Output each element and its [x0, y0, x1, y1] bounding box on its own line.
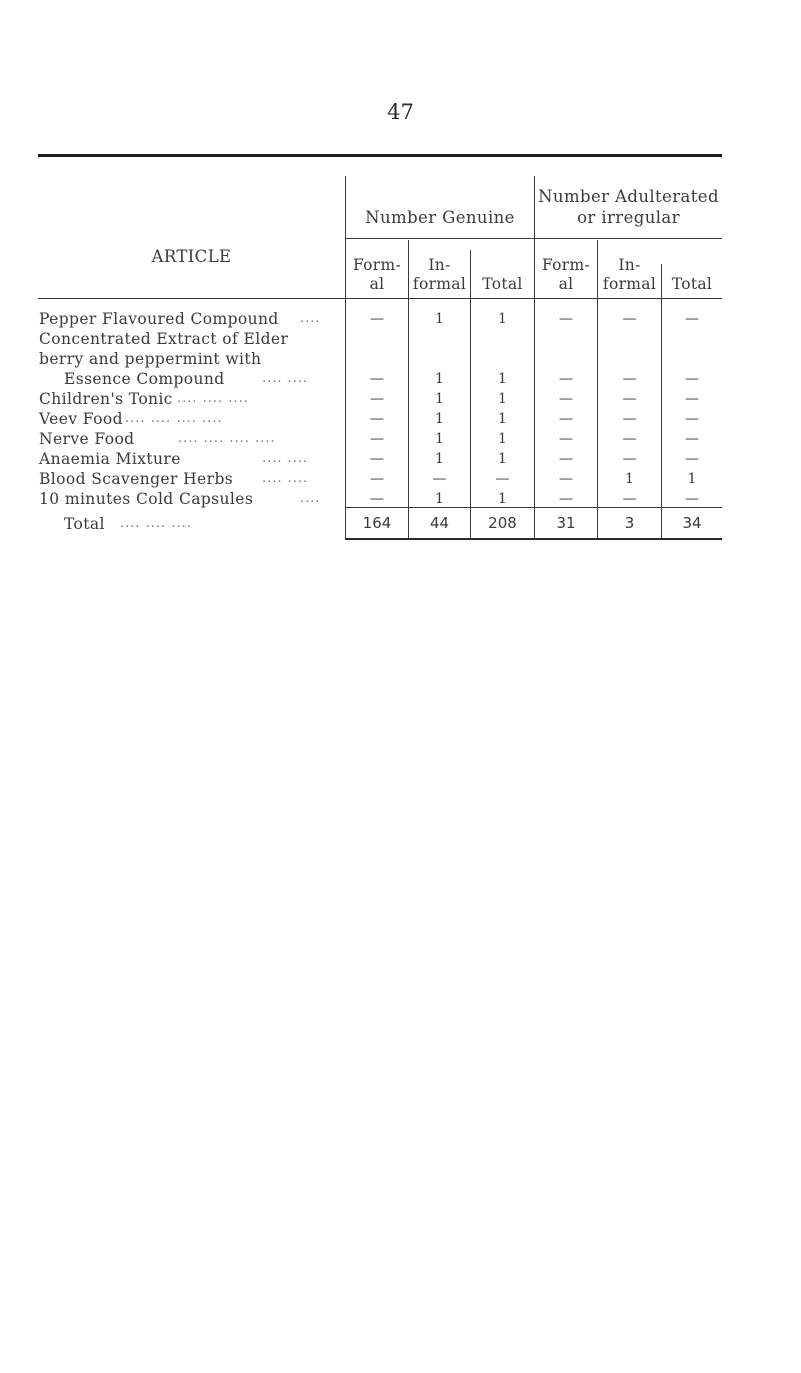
cell-genuine-informal: 1: [435, 371, 444, 387]
row-leader-anaemia: .... ....: [262, 451, 309, 466]
row-leader-blood-scavenger: .... ....: [262, 471, 309, 486]
cell-genuine-total: 1: [498, 311, 507, 327]
cell-adult-informal: —: [622, 311, 637, 327]
cell-adult-total: —: [685, 411, 699, 427]
row-leader-childrens-tonic: .... .... ....: [177, 391, 249, 406]
subheader-genuine-total: Total: [482, 275, 523, 293]
page-number: 47: [387, 100, 414, 124]
row-article-anaemia: Anaemia Mixture: [39, 450, 181, 468]
total-adult-formal: 31: [556, 514, 576, 532]
cell-adult-total: —: [685, 451, 699, 467]
cell-adult-informal: —: [622, 451, 637, 467]
total-genuine-informal: 44: [429, 514, 450, 532]
row-leader-pepper: ....: [300, 311, 321, 326]
cell-genuine-informal: 1: [435, 451, 444, 467]
cell-genuine-total: 1: [498, 391, 507, 407]
cell-adult-informal: 1: [625, 471, 634, 487]
top-rule: [38, 154, 722, 157]
row-article-childrens-tonic: Children's Tonic: [39, 390, 173, 408]
cell-adult-formal: —: [559, 431, 573, 447]
cell-adult-formal: —: [559, 411, 573, 427]
row-article-nerve-food: Nerve Food: [39, 430, 135, 448]
row-article-elder-line3: Essence Compound: [64, 370, 225, 388]
cell-adult-formal: —: [559, 311, 573, 327]
cell-adult-informal: —: [622, 491, 637, 507]
cell-adult-total: —: [685, 311, 699, 327]
row-article-elder-line1: Concentrated Extract of Elder: [39, 330, 289, 348]
total-leader: .... .... ....: [120, 516, 192, 531]
subheader-adult-informal: [598, 256, 661, 294]
subheader-adult-formal-line1: Form-: [541, 256, 591, 274]
cell-genuine-formal: —: [370, 451, 384, 467]
cell-adult-informal: —: [622, 371, 637, 387]
cell-adult-total: —: [685, 431, 699, 447]
cell-adult-total: —: [685, 491, 699, 507]
cell-genuine-total: —: [495, 471, 510, 487]
group-header-genuine: Number Genuine: [365, 208, 515, 227]
row-article-pepper: Pepper Flavoured Compound: [39, 310, 279, 328]
cell-genuine-informal: 1: [435, 431, 444, 447]
cell-adult-formal: —: [559, 471, 573, 487]
cell-adult-informal: —: [622, 411, 637, 427]
group-header-underline: [345, 238, 722, 239]
cell-adult-formal: —: [559, 371, 573, 387]
cell-genuine-informal: 1: [435, 491, 444, 507]
cell-genuine-formal: —: [370, 431, 384, 447]
cell-adult-informal: —: [622, 391, 637, 407]
cell-adult-total: 1: [687, 471, 697, 487]
total-label: Total: [64, 515, 105, 533]
cell-genuine-informal: 1: [435, 391, 444, 407]
row-leader-veev-food: .... .... .... ....: [125, 411, 223, 426]
cell-genuine-informal: —: [432, 471, 447, 487]
row-article-blood-scavenger: Blood Scavenger Herbs: [39, 470, 234, 488]
subheader-adult-total: Total: [671, 275, 713, 293]
cell-adult-formal: —: [559, 491, 573, 507]
header-bottom-rule: [38, 298, 722, 299]
subheader-genuine-informal-line2: formal: [412, 275, 467, 293]
cell-genuine-informal: 1: [435, 311, 444, 327]
article-header: ARTICLE: [151, 247, 232, 266]
subheader-adult-formal-line2: al: [558, 275, 574, 293]
subheader-adult-formal: [535, 256, 597, 294]
total-adult-total: 34: [682, 514, 702, 532]
total-genuine-formal: 164: [362, 514, 392, 532]
cell-adult-informal: —: [622, 431, 637, 447]
cell-genuine-formal: —: [370, 371, 384, 387]
cell-adult-formal: —: [559, 391, 573, 407]
group-header-adulterated: [535, 186, 722, 228]
subheader-genuine-informal: [409, 256, 470, 294]
subheader-adult-informal-line1: In-: [618, 256, 641, 274]
cell-adult-total: —: [685, 391, 699, 407]
cell-adult-total: —: [685, 371, 699, 387]
cell-genuine-total: 1: [498, 451, 507, 467]
row-leader-elder: .... ....: [262, 371, 309, 386]
cell-adult-formal: —: [559, 451, 573, 467]
row-article-veev-food: Veev Food: [39, 410, 123, 428]
cell-genuine-total: 1: [498, 371, 507, 387]
cell-genuine-formal: —: [370, 471, 384, 487]
row-leader-cold-capsules: ....: [300, 491, 321, 506]
subheader-adult-informal-line2: formal: [602, 275, 657, 293]
row-article-elder-line2: berry and peppermint with: [39, 350, 262, 368]
cell-genuine-total: 1: [498, 491, 507, 507]
cell-genuine-formal: —: [370, 411, 384, 427]
subheader-genuine-informal-line1: In-: [428, 256, 451, 274]
group-header-adulterated-line2: or irregular: [577, 208, 680, 227]
total-bottom-rule: [345, 538, 722, 540]
group-header-adulterated-line1: Number Adulterated: [538, 187, 719, 206]
cell-genuine-total: 1: [498, 431, 507, 447]
total-adult-informal: 3: [624, 514, 635, 532]
subheader-genuine-formal-line2: al: [369, 275, 385, 293]
subheader-genuine-formal-line1: Form-: [352, 256, 402, 274]
cell-genuine-informal: 1: [435, 411, 444, 427]
subheader-genuine-formal: [346, 256, 408, 294]
cell-genuine-total: 1: [498, 411, 507, 427]
total-genuine-total: 208: [488, 514, 517, 532]
cell-genuine-formal: —: [370, 311, 384, 327]
cell-genuine-formal: —: [370, 391, 384, 407]
cell-genuine-formal: —: [370, 491, 384, 507]
row-leader-nerve-food: .... .... .... ....: [178, 431, 276, 446]
row-article-cold-capsules: 10 minutes Cold Capsules: [39, 490, 254, 508]
